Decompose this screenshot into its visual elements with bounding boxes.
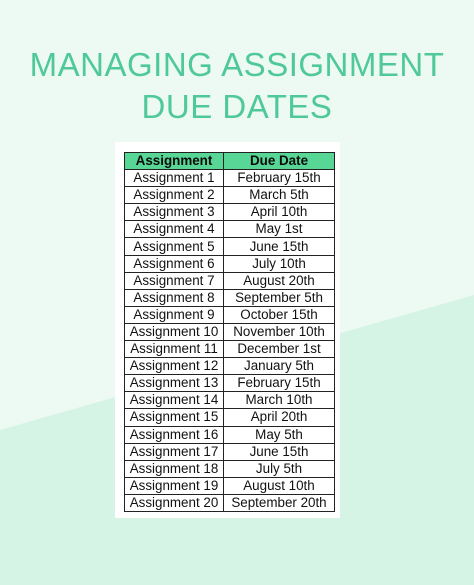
assignment-cell: Assignment 19	[125, 477, 224, 494]
assignment-cell: Assignment 17	[125, 443, 224, 460]
assignment-cell: Assignment 6	[125, 255, 224, 272]
table-header-row	[125, 153, 335, 170]
assignment-cell: Assignment 1	[125, 170, 224, 187]
page-title	[0, 44, 474, 128]
table-row	[125, 170, 335, 187]
due-date-cell: August 20th	[224, 272, 335, 289]
header-assignment: Assignment	[125, 153, 224, 170]
due-date-cell: December 1st	[224, 341, 335, 358]
due-date-cell: February 15th	[224, 170, 335, 187]
assignment-cell: Assignment 18	[125, 460, 224, 477]
assignment-cell: Assignment 14	[125, 392, 224, 409]
due-date-cell: March 10th	[224, 392, 335, 409]
due-date-cell: May 5th	[224, 426, 335, 443]
table-row	[125, 392, 335, 409]
title-line-1: MANAGING ASSIGNMENT	[29, 46, 445, 83]
assignment-cell: Assignment 11	[125, 341, 224, 358]
table-row	[125, 426, 335, 443]
assignment-cell: Assignment 2	[125, 187, 224, 204]
due-date-cell: June 15th	[224, 443, 335, 460]
assignment-cell: Assignment 3	[125, 204, 224, 221]
title-line-2: DUE DATES	[141, 88, 333, 125]
due-date-cell: July 10th	[224, 255, 335, 272]
due-date-cell: September 20th	[224, 494, 335, 511]
assignment-cell: Assignment 8	[125, 289, 224, 306]
assignment-cell: Assignment 5	[125, 238, 224, 255]
table-row	[125, 375, 335, 392]
due-dates-table	[124, 152, 335, 512]
table-row	[125, 341, 335, 358]
table-row	[125, 289, 335, 306]
assignment-cell: Assignment 10	[125, 323, 224, 340]
due-date-cell: January 5th	[224, 358, 335, 375]
assignment-cell: Assignment 20	[125, 494, 224, 511]
due-date-cell: April 20th	[224, 409, 335, 426]
table-row	[125, 221, 335, 238]
assignment-cell: Assignment 12	[125, 358, 224, 375]
due-date-cell: March 5th	[224, 187, 335, 204]
table-row	[125, 255, 335, 272]
due-date-cell: February 15th	[224, 375, 335, 392]
table-row	[125, 477, 335, 494]
table-row	[125, 323, 335, 340]
assignment-cell: Assignment 7	[125, 272, 224, 289]
table-row	[125, 272, 335, 289]
table-row	[125, 443, 335, 460]
table-row	[125, 204, 335, 221]
due-date-cell: September 5th	[224, 289, 335, 306]
due-date-cell: October 15th	[224, 306, 335, 323]
assignment-cell: Assignment 4	[125, 221, 224, 238]
assignment-cell: Assignment 16	[125, 426, 224, 443]
due-date-cell: August 10th	[224, 477, 335, 494]
table-row	[125, 358, 335, 375]
due-date-cell: July 5th	[224, 460, 335, 477]
table-row	[125, 306, 335, 323]
due-date-cell: November 10th	[224, 323, 335, 340]
table-row	[125, 494, 335, 511]
table-row	[125, 238, 335, 255]
due-date-cell: May 1st	[224, 221, 335, 238]
due-date-cell: June 15th	[224, 238, 335, 255]
table-row	[125, 409, 335, 426]
assignment-cell: Assignment 13	[125, 375, 224, 392]
due-date-cell: April 10th	[224, 204, 335, 221]
table-row	[125, 187, 335, 204]
table-row	[125, 460, 335, 477]
assignment-cell: Assignment 9	[125, 306, 224, 323]
assignment-cell: Assignment 15	[125, 409, 224, 426]
header-due-date: Due Date	[224, 153, 335, 170]
